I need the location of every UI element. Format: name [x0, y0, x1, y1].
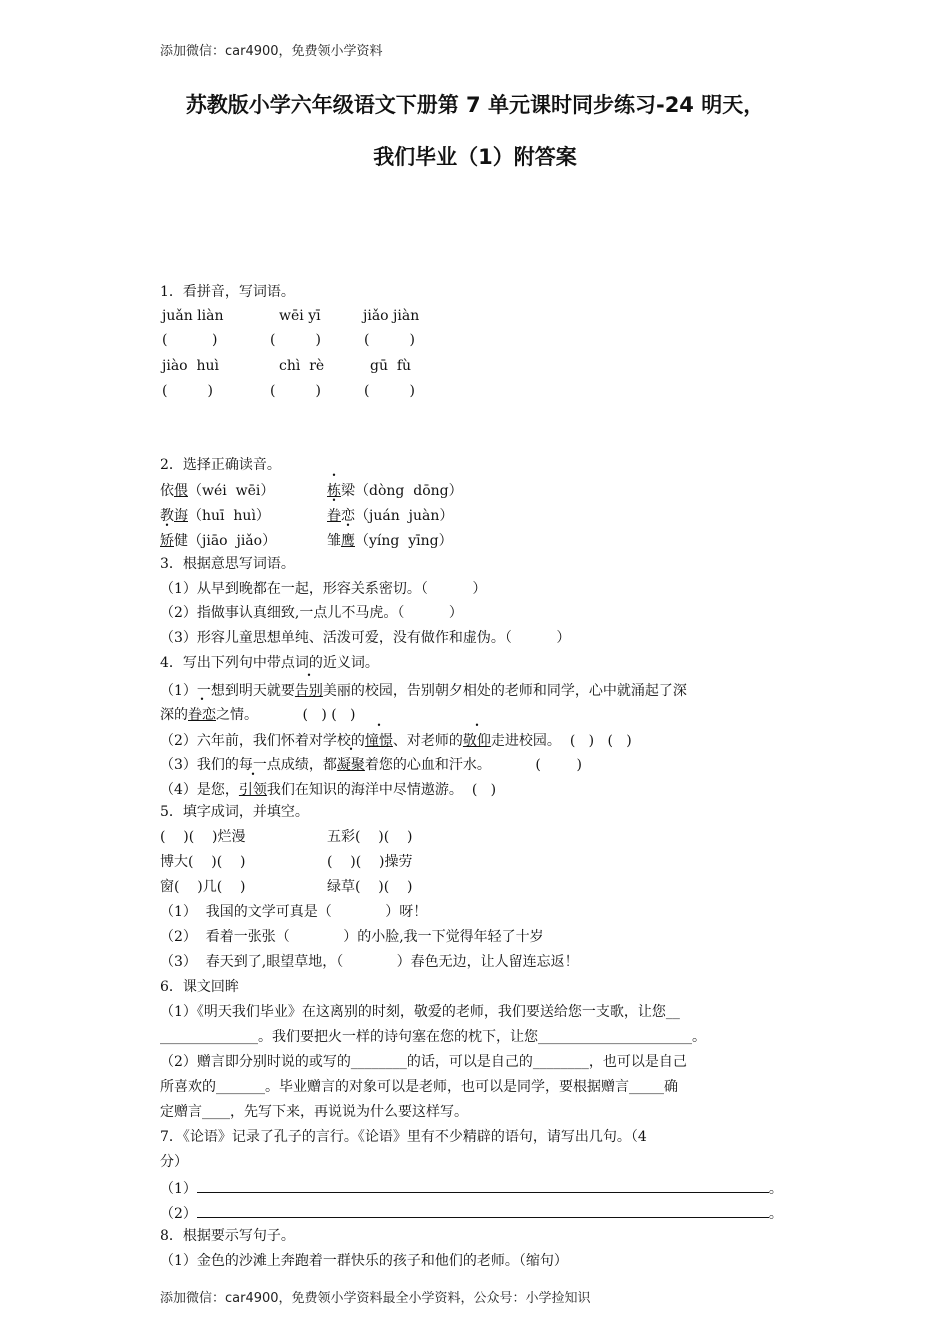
- q7-item-1: （1） 。: [160, 1178, 783, 1198]
- q7-answer-line-2[interactable]: [197, 1203, 769, 1218]
- q2-heading: 2．选择正确读音。: [160, 457, 281, 473]
- page-header: 添加微信：car4900，免费领小学资料: [160, 44, 383, 59]
- q1-heading: 1．看拼音，写词语。: [160, 284, 295, 300]
- q3-item-2: （2）指做事认真细致,一点儿不马虎。（ ）: [160, 605, 463, 621]
- q1-pinyin-2: wēi yī: [279, 308, 321, 324]
- q8-heading: 8．根据要示写句子。: [160, 1228, 295, 1244]
- q4-item-4: （4）是您，引领我们在知识的海洋中尽情遨游。 ( ): [160, 782, 497, 798]
- q5-grid-1: ( )( )烂漫: [160, 829, 246, 845]
- q4-item-2: （2）六年前，我们怀着对学校的憧憬、对老师的敬仰走进校园。 ( ) ( ): [160, 733, 632, 749]
- page-title-line1: 苏教版小学六年级语文下册第 7 单元课时同步练习-24 明天，: [185, 93, 765, 117]
- q6-line-4: 所喜欢的_______。毕业赠言的对象可以是老师，也可以是同学，要根据赠言_____确: [160, 1079, 678, 1095]
- q5-grid-5: 窗( )几( ): [160, 879, 246, 895]
- q5-item-1: （1） 我国的文学可真是（ ）呀！: [160, 904, 428, 920]
- q4-item-3: （3）我们的每一点成绩，都凝聚着您的心血和汗水。 ( ): [160, 757, 582, 773]
- q5-grid-3: 博大( )( ): [160, 854, 246, 870]
- q5-grid-6: 绿草( )( ): [327, 879, 413, 895]
- q6-heading: 6．课文回眸: [160, 979, 239, 995]
- q4-item-1-line2: 深的眷恋之情。 ( ) ( ): [160, 707, 356, 723]
- q8-item-1: （1）金色的沙滩上奔跑着一群快乐的孩子和他们的老师。（缩句）: [160, 1253, 568, 1269]
- q7-heading-line1: 7．《论语》记录了孔子的言行。《论语》里有不少精辟的语句，请写出几句。（4: [160, 1129, 647, 1145]
- q3-heading: 3．根据意思写词语。: [160, 556, 295, 572]
- q2-row3-right: 雏鹰（yíng yīng）: [327, 533, 453, 549]
- q1-pinyin-6: gū fù: [370, 358, 412, 374]
- q6-line-5: 定赠言____，先写下来，再说说为什么要这样写。: [160, 1104, 468, 1120]
- q5-grid-2: 五彩( )( ): [327, 829, 413, 845]
- q5-item-2: （2） 看着一张张（ ）的小脸,我一下觉得年轻了十岁: [160, 929, 544, 945]
- q2-row1-right: 栋梁（dòng dōng）: [327, 483, 463, 499]
- page-footer: 添加微信：car4900，免费领小学资料最全小学资料，公众号：小学捡知识: [160, 1291, 591, 1306]
- q1-pinyin-1: juǎn liàn: [162, 308, 224, 324]
- q1-pinyin-5: chì rè: [279, 358, 325, 374]
- q3-item-3: （3）形容儿童思想单纯、活泼可爱，没有做作和虚伪。（ ）: [160, 630, 571, 646]
- q1-blank-4[interactable]: ( ): [162, 383, 213, 399]
- q7-answer-line-1[interactable]: [197, 1178, 769, 1193]
- q1-blank-6[interactable]: ( ): [364, 383, 415, 399]
- q7-heading-line2: 分）: [160, 1154, 188, 1170]
- q5-heading: 5．填字成词，并填空。: [160, 804, 309, 820]
- q5-grid-4: ( )( )操劳: [327, 854, 413, 870]
- q1-blank-2[interactable]: ( ): [270, 332, 321, 348]
- q2-row3-left: 矫健（jiāo jiǎo）: [160, 533, 277, 549]
- q1-blank-3[interactable]: ( ): [364, 332, 415, 348]
- q1-blank-5[interactable]: ( ): [270, 383, 321, 399]
- q3-item-1: （1）从早到晚都在一起，形容关系密切。（ ）: [160, 581, 487, 597]
- q2-row2-left: 教诲（huī huì）: [160, 508, 270, 524]
- q6-line-1: （1）《明天我们毕业》在这离别的时刻，敬爱的老师，我们要送给您一支歌，让您__: [160, 1004, 680, 1020]
- q6-line-2: ______________。我们要把火一样的诗句塞在您的枕下，让您______________________。: [160, 1029, 706, 1045]
- q1-blank-1[interactable]: ( ): [162, 332, 218, 348]
- q6-line-3: （2）赠言即分别时说的或写的________的话，可以是自己的________，也可以是自己: [160, 1054, 687, 1070]
- q4-item-1-line1: （1）一想到明天就要告别美丽的校园，告别朝夕相处的老师和同学，心中就涌起了深: [160, 683, 687, 699]
- q7-item-2: （2） 。: [160, 1203, 783, 1223]
- page-title-line2: 我们毕业（1）附答案: [373, 145, 577, 169]
- q1-pinyin-3: jiǎo jiàn: [363, 308, 420, 324]
- q2-row1-left: 依偎（wéi wēi）: [160, 483, 275, 499]
- q4-heading: 4．写出下列句中带点词的近义词。: [160, 655, 379, 671]
- q5-item-3: （3） 春天到了,眼望草地，（ ）春色无边，让人留连忘返！: [160, 954, 579, 970]
- q2-row2-right: 眷恋（juán juàn）: [327, 508, 454, 524]
- q1-pinyin-4: jiào huì: [162, 358, 220, 374]
